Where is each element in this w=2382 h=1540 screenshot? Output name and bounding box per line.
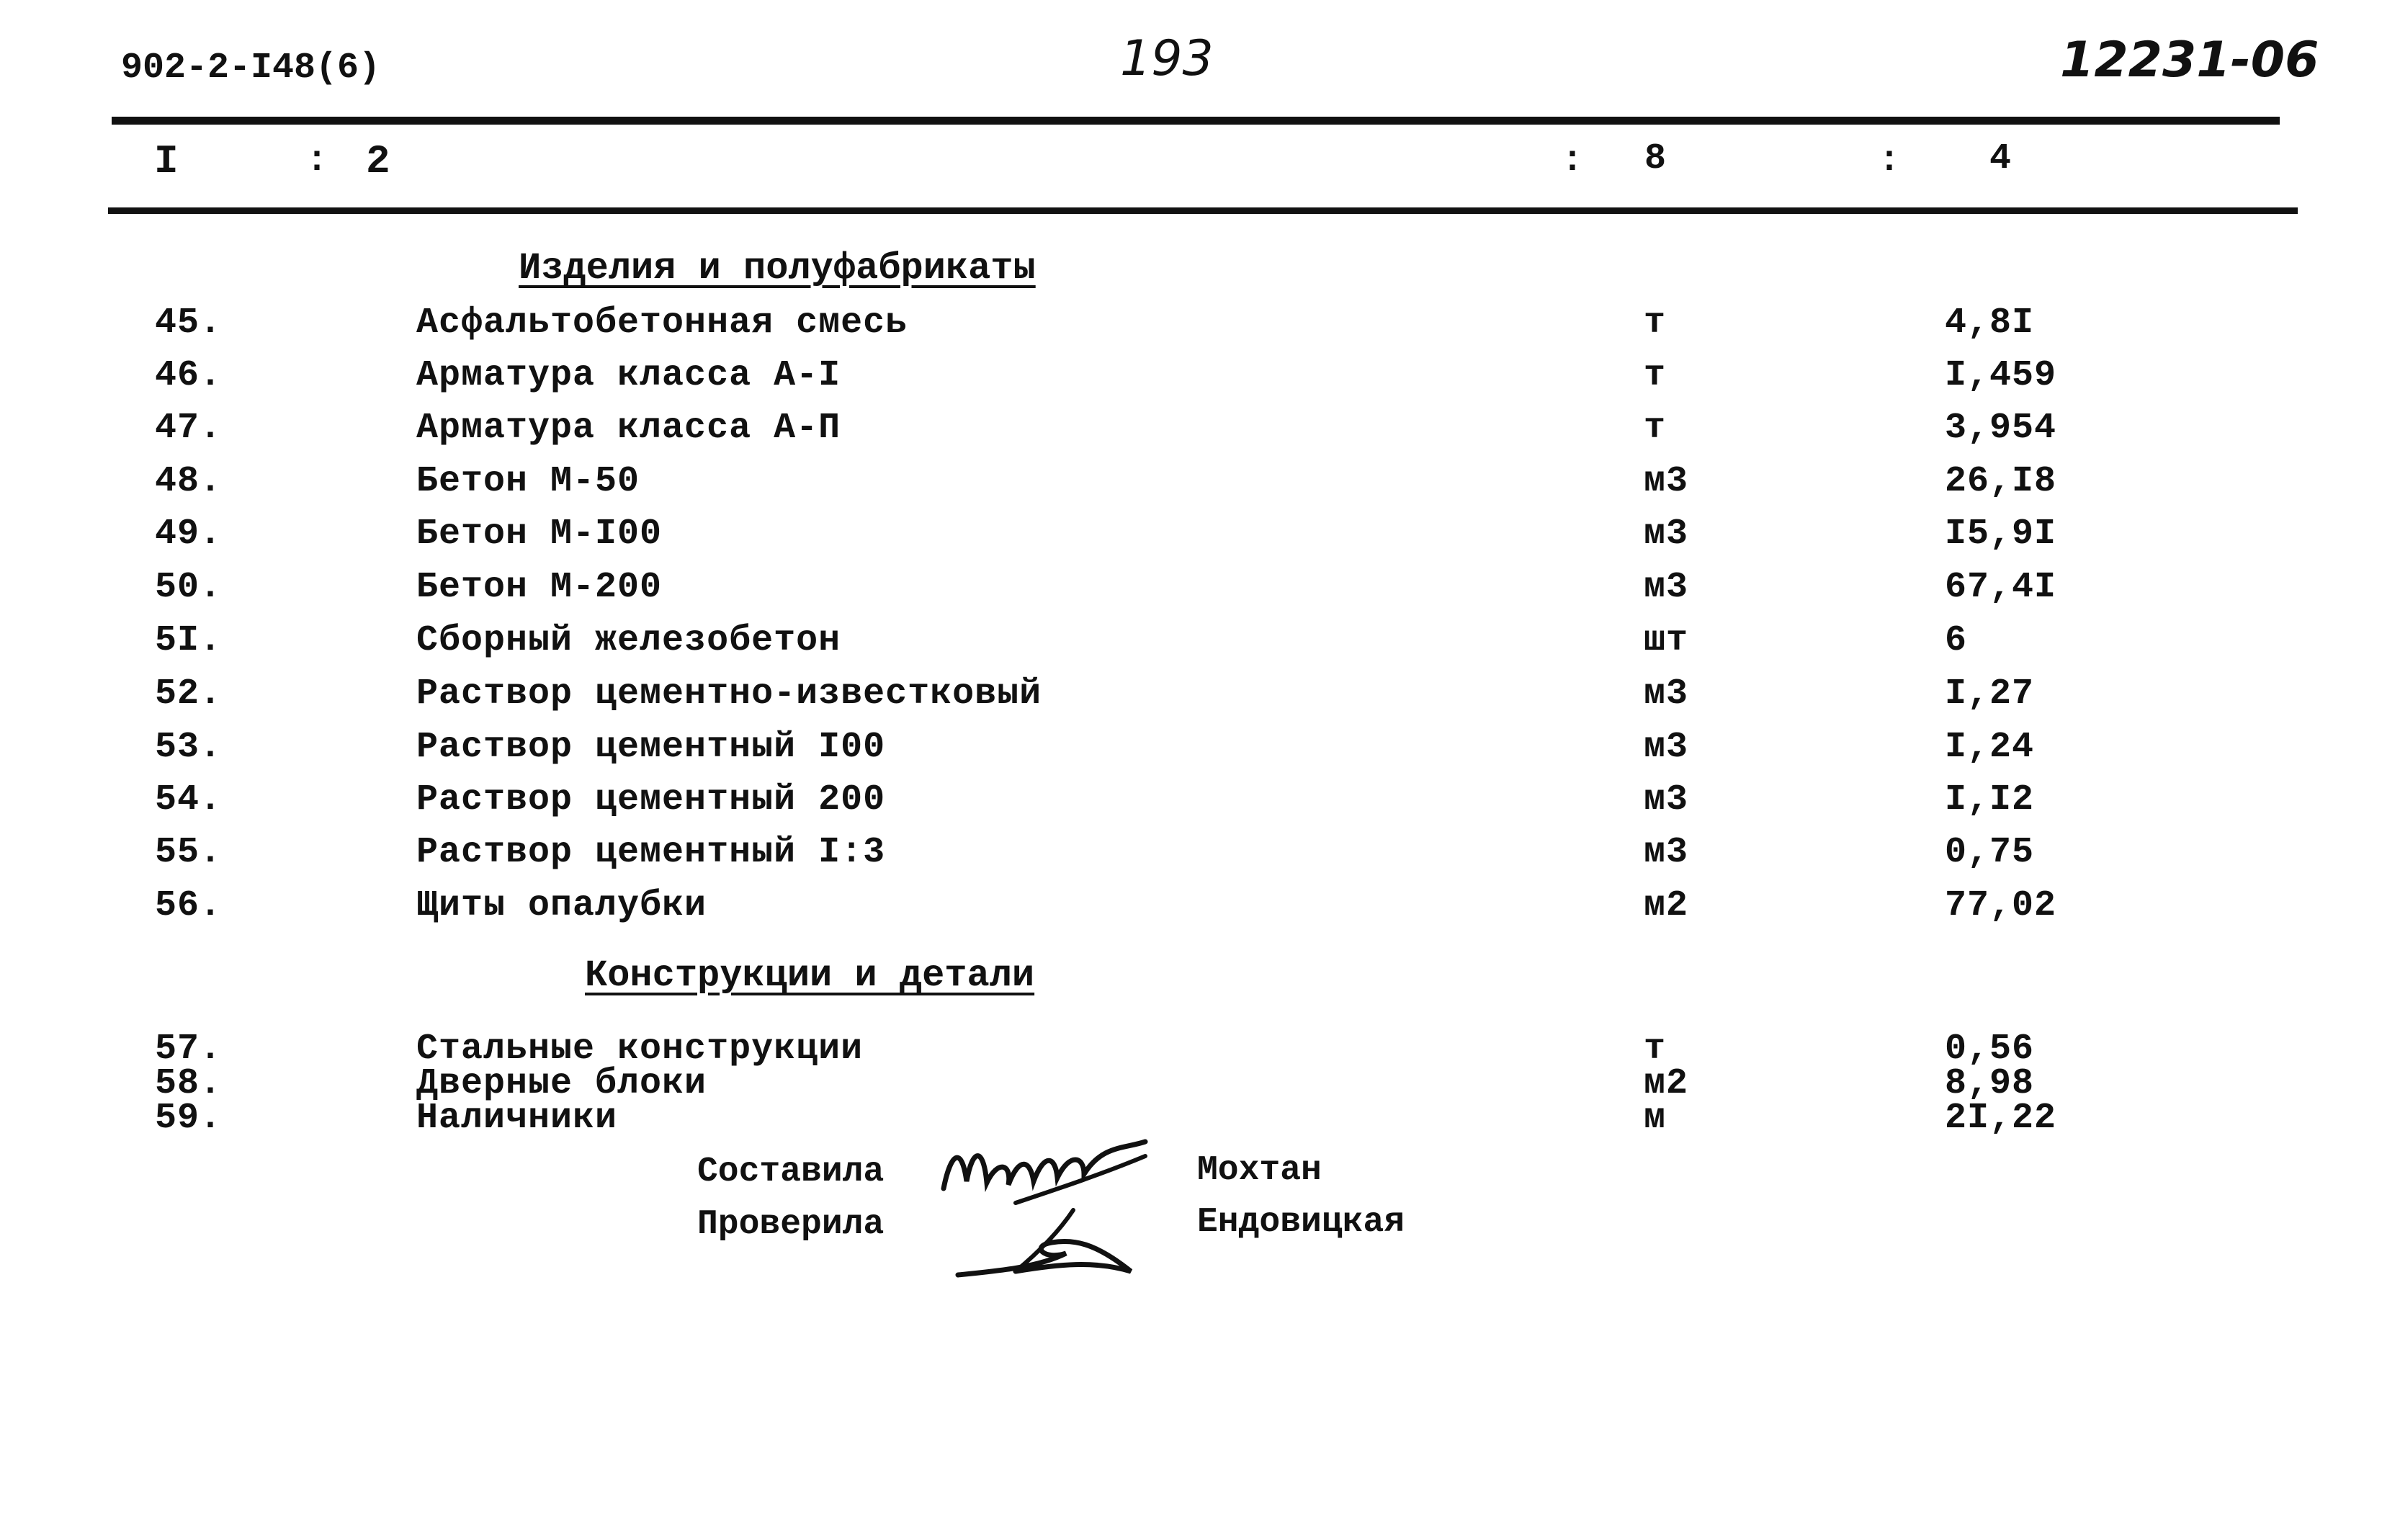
unit: т [1644, 1029, 1667, 1070]
unit: м3 [1644, 832, 1689, 873]
row-number: 46. [155, 355, 223, 396]
quantity: I,24 [1945, 727, 2035, 768]
table-row [0, 832, 2382, 882]
item-name: Дверные блоки [416, 1063, 707, 1104]
sheet-id: 12231-06 [2060, 32, 2319, 89]
quantity: 26,I8 [1945, 461, 2057, 502]
quantity: I5,9I [1945, 514, 2057, 555]
unit: м3 [1644, 673, 1689, 715]
row-number: 55. [155, 832, 223, 873]
item-name: Арматура класса А-П [416, 408, 841, 449]
table-row [0, 885, 2382, 936]
row-number: 57. [155, 1029, 223, 1070]
unit: м [1644, 1098, 1667, 1139]
quantity: 77,02 [1945, 885, 2057, 926]
item-name: Наличники [416, 1098, 618, 1139]
compiled-name: Мохтан [1197, 1151, 1322, 1190]
unit: м3 [1644, 779, 1689, 820]
item-name: Бетон М-I00 [416, 514, 663, 555]
quantity: 4,8I [1945, 303, 2035, 344]
row-number: 50. [155, 567, 223, 608]
quantity: 6 [1945, 620, 1968, 661]
item-name: Раствор цементно-известковый [416, 673, 1042, 715]
row-number: 56. [155, 885, 223, 926]
section-title-structures: Конструкции и детали [585, 954, 1035, 997]
item-name: Раствор цементный I00 [416, 727, 886, 768]
unit: м3 [1644, 514, 1689, 555]
table-row [0, 727, 2382, 777]
row-number: 48. [155, 461, 223, 502]
document-code: 902-2-I48(6) [121, 48, 381, 89]
item-name: Раствор цементный I:3 [416, 832, 886, 873]
quantity: 3,954 [1945, 408, 2057, 449]
item-name: Бетон М-50 [416, 461, 640, 502]
checked-label: Проверила [697, 1205, 885, 1244]
column-separator: : [306, 140, 328, 182]
handwritten-signature-checker [951, 1203, 1167, 1282]
unit: т [1644, 303, 1667, 344]
table-row [0, 303, 2382, 353]
column-number-2: 2 [366, 138, 390, 184]
table-row [0, 408, 2382, 458]
unit: м2 [1644, 885, 1689, 926]
compiled-label: Составила [697, 1152, 885, 1191]
table-row [0, 1098, 2382, 1139]
column-separator: : [1879, 140, 1901, 182]
row-number: 45. [155, 303, 223, 344]
quantity: 67,4I [1945, 567, 2057, 608]
unit: т [1644, 408, 1667, 449]
table-row [0, 355, 2382, 406]
column-number-4: 4 [1989, 138, 2012, 179]
item-name: Бетон М-200 [416, 567, 663, 608]
table-row [0, 461, 2382, 511]
table-row [0, 514, 2382, 564]
row-number: 53. [155, 727, 223, 768]
row-number: 59. [155, 1098, 223, 1139]
unit: т [1644, 355, 1667, 396]
quantity: I,I2 [1945, 779, 2035, 820]
item-name: Стальные конструкции [416, 1029, 864, 1070]
quantity: I,27 [1945, 673, 2035, 715]
table-row [0, 673, 2382, 724]
unit: м3 [1644, 727, 1689, 768]
unit: шт [1644, 620, 1689, 661]
unit: м2 [1644, 1063, 1689, 1104]
item-name: Щиты опалубки [416, 885, 707, 926]
handwritten-signature-compiler [929, 1131, 1167, 1210]
item-name: Асфальтобетонная смесь [416, 303, 908, 344]
row-number: 49. [155, 514, 223, 555]
unit: м3 [1644, 461, 1689, 502]
header-bottom-rule [108, 207, 2298, 214]
row-number: 58. [155, 1063, 223, 1104]
row-number: 52. [155, 673, 223, 715]
quantity: 0,75 [1945, 832, 2035, 873]
top-rule [112, 117, 2280, 125]
quantity: 2I,22 [1945, 1098, 2057, 1139]
row-number: 47. [155, 408, 223, 449]
item-name: Сборный железобетон [416, 620, 841, 661]
column-number-1: I [154, 138, 179, 184]
table-row [0, 779, 2382, 830]
row-number: 5I. [155, 620, 223, 661]
page-number: 193 [1120, 30, 1214, 87]
row-number: 54. [155, 779, 223, 820]
table-row [0, 1063, 2382, 1104]
item-name: Арматура класса А-I [416, 355, 841, 396]
column-number-3: 8 [1644, 138, 1667, 179]
section-title-products: Изделия и полуфабрикаты [519, 247, 1036, 290]
quantity: 0,56 [1945, 1029, 2035, 1070]
checked-name: Ендовицкая [1197, 1203, 1405, 1242]
column-separator: : [1562, 140, 1584, 182]
table-row [0, 1029, 2382, 1070]
quantity: 8,98 [1945, 1063, 2035, 1104]
item-name: Раствор цементный 200 [416, 779, 886, 820]
table-row [0, 620, 2382, 671]
quantity: I,459 [1945, 355, 2057, 396]
table-row [0, 567, 2382, 617]
unit: м3 [1644, 567, 1689, 608]
